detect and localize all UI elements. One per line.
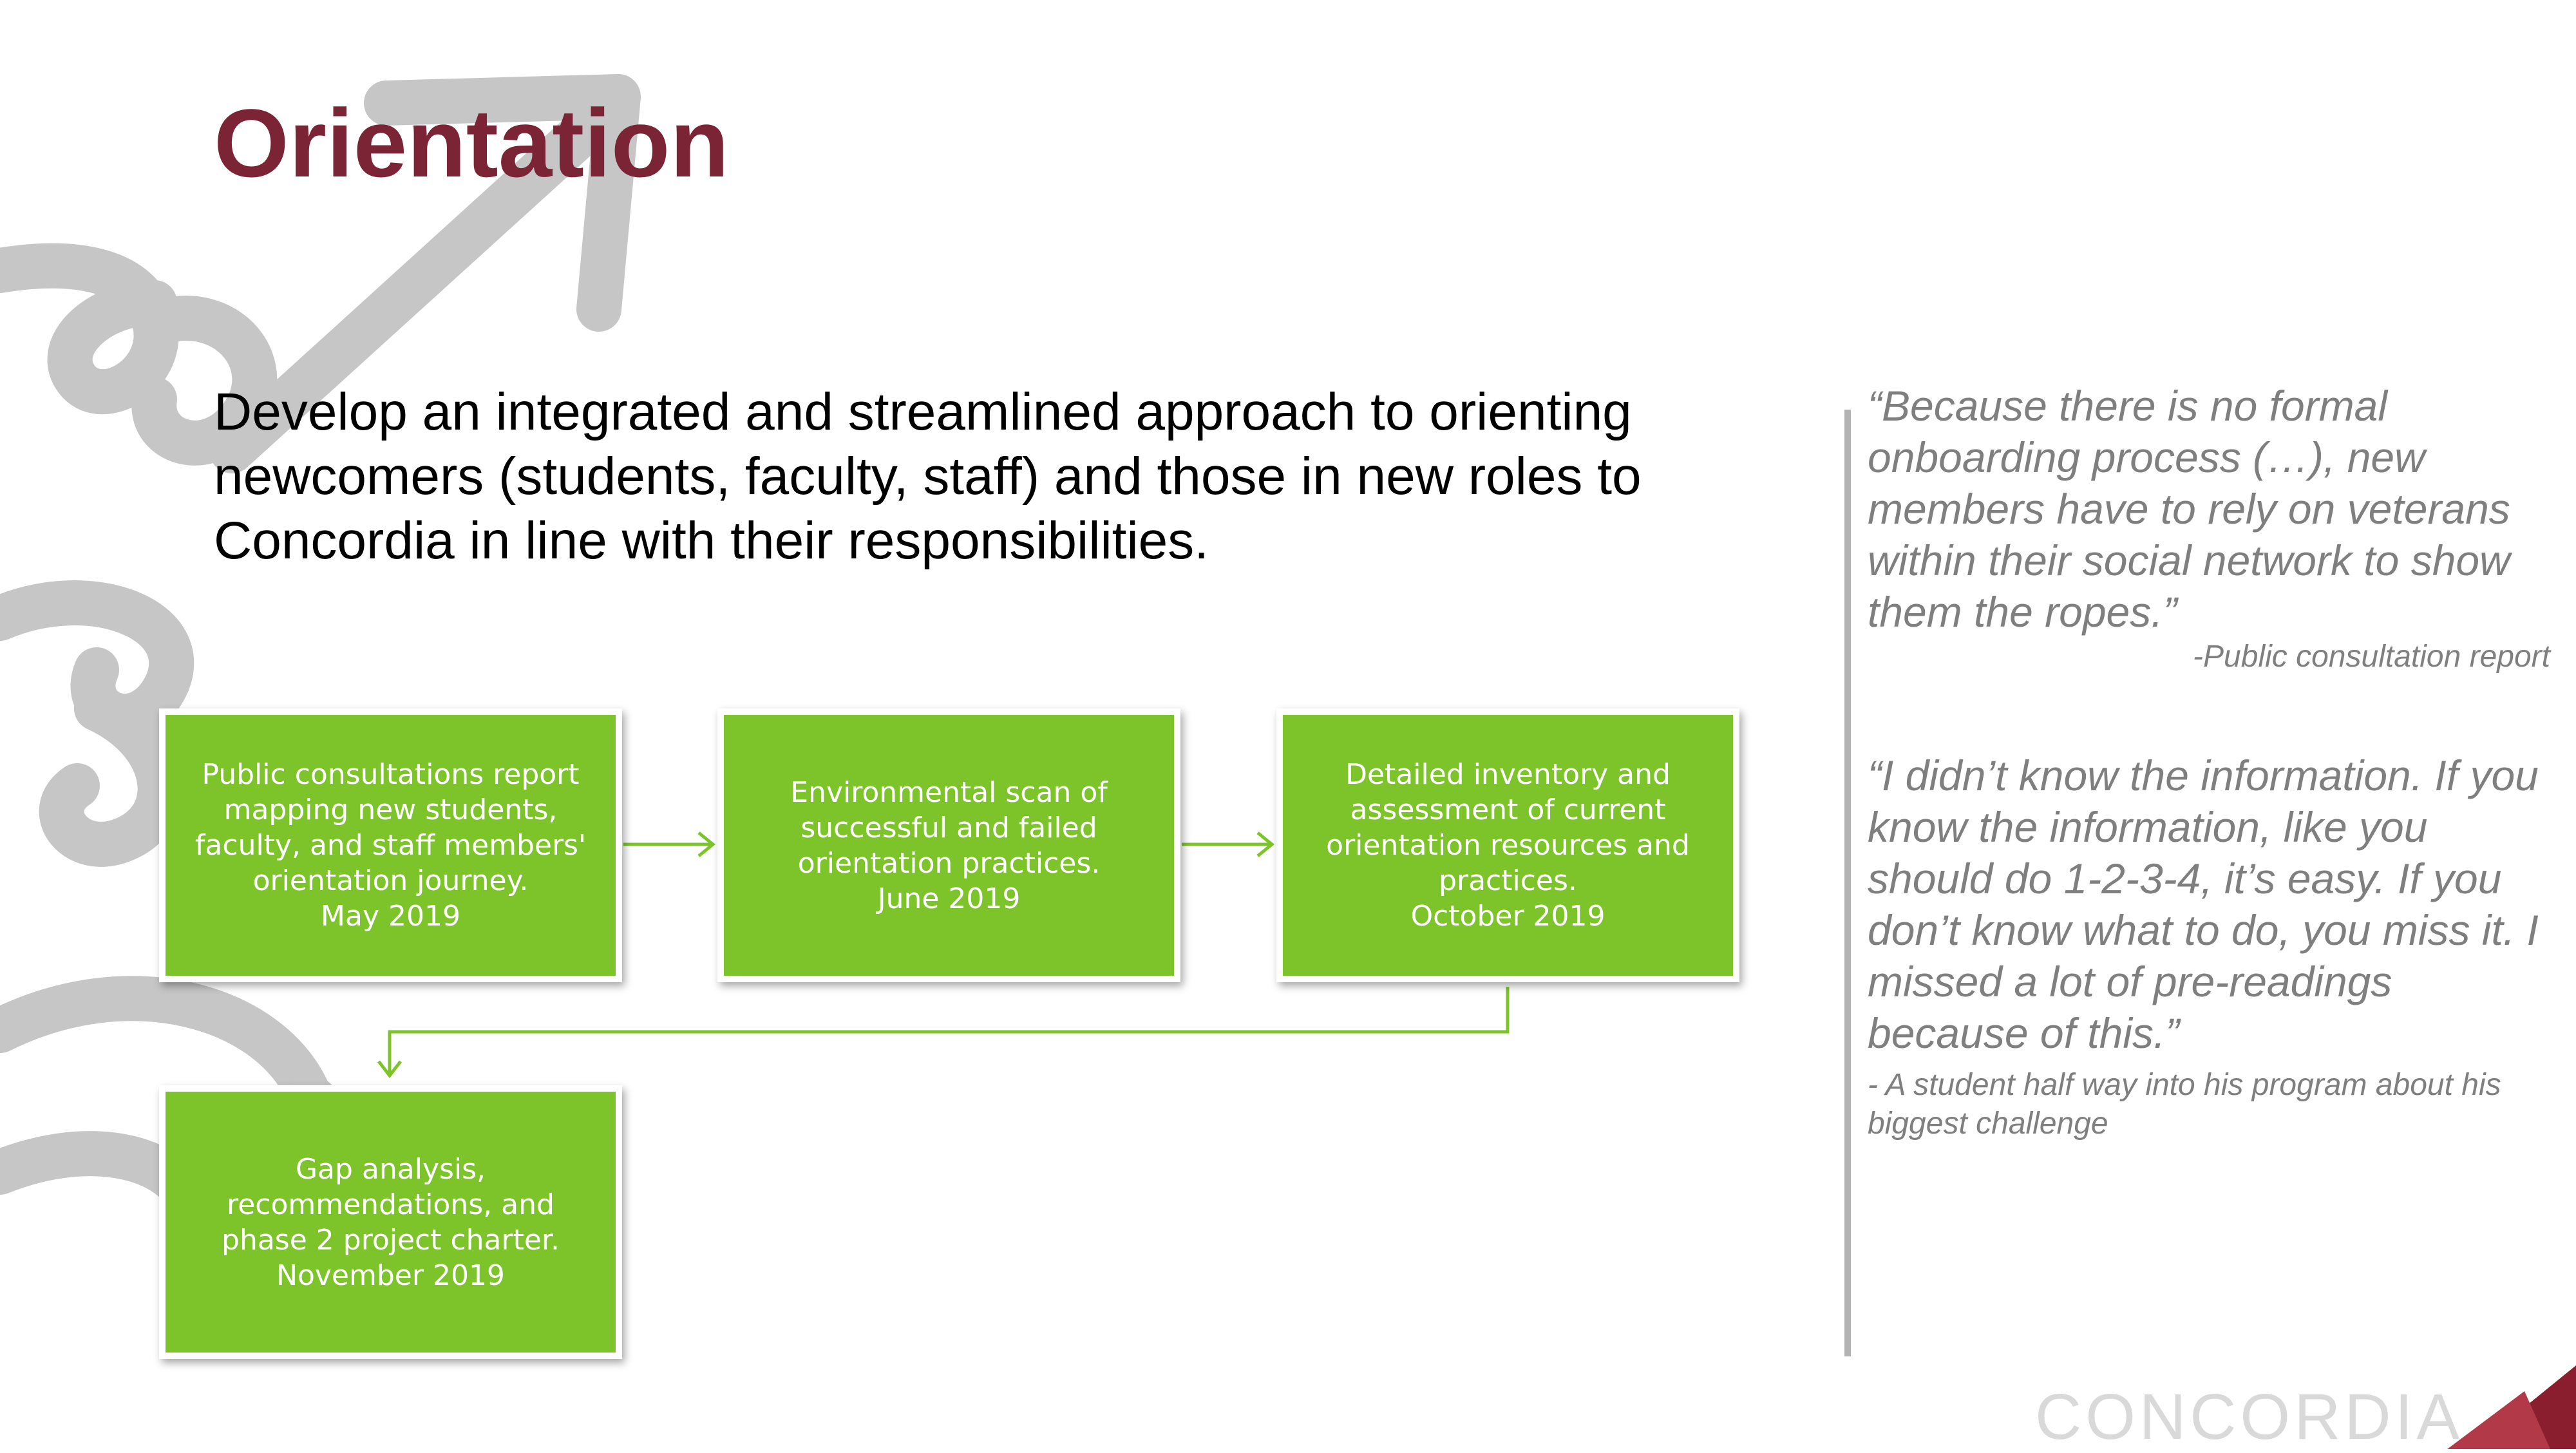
process-step-1-text: Public consultations report mapping new students, faculty, and staff members' orientation journey. May 2019 <box>194 758 587 933</box>
process-step-3-text: Detailed inventory and assessment of current orientation resources and practices. October 2019 <box>1326 758 1690 933</box>
quote-divider <box>1844 410 1851 1356</box>
process-step-2-text: Environmental scan of successful and failed orientation practices. June 2019 <box>790 775 1108 915</box>
arrow-step3-to-step4 <box>390 987 1508 1074</box>
quote-1-attribution: -Public consultation report <box>2193 640 2550 674</box>
process-step-2 <box>717 708 1180 982</box>
process-step-1 <box>159 708 622 982</box>
intro-paragraph: Develop an integrated and streamlined approach to orienting newcomers (students, faculty, staff) and those in new roles to Concordia in line with their responsibilities. <box>214 383 1642 570</box>
process-step-4-text: Gap analysis, recommendations, and phase 2 project charter. November 2019 <box>222 1152 560 1292</box>
concordia-logo-text: CONCORDIA <box>2035 1381 2464 1453</box>
process-step-3 <box>1276 708 1739 982</box>
slide-title: Orientation <box>214 89 730 197</box>
quote-2-attribution: - A student half way into his program about his biggest challenge <box>1868 1068 2501 1141</box>
process-step-4 <box>159 1085 622 1359</box>
quote-2: “I didn’t know the information. If you know the information, like you should do 1-2-3-4, it’s easy. If you don’t know what to do, you miss it. I missed a lot of pre-readings because of this.” <box>1868 752 2539 1057</box>
concordia-logo-mark <box>2447 1353 2576 1449</box>
quote-1: “Because there is no formal onboarding process (…), new members have to rely on veterans within their social network to show them the ropes.” <box>1868 382 2510 636</box>
